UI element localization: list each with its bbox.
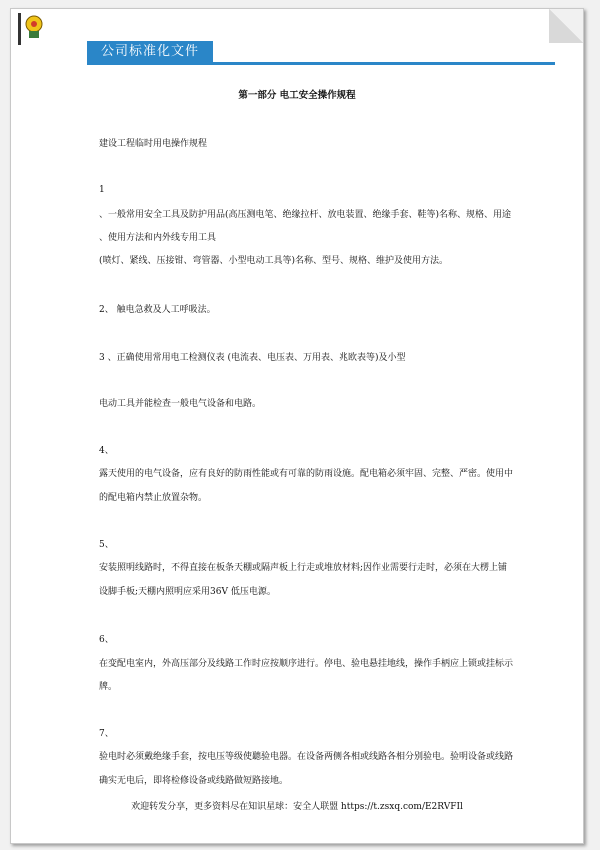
item-number: 5、 (99, 540, 114, 550)
item-line: 露天使用的电气设备，应有良好的防雨性能或有可靠的防雨设施。配电箱必须牢固、完整、严密。使用中 (99, 469, 514, 479)
item-line: 、一般常用安全工具及防护用品(高压测电笔、绝缘拉杆、放电装置、绝缘手套、鞋等)名称、规格、用途 (99, 210, 512, 220)
item-line: 验电时必须戴绝缘手套，按电压等级使聽验电器。在设备两侧各相或线路各相分别验电。验明设备或线路 (99, 752, 514, 762)
item-line: 3 、正确使用常用电工检测仪表 (电流表、电压表、万用表、兆欧表等)及小型 (99, 353, 406, 363)
item-line: (喷灯、紧线、压接钳、弯管器、小型电动工具等)名称、型号、规格、维护及使用方法。 (99, 256, 449, 266)
item-line: 在变配电室内，外高压部分及线路工作时应按顺序进行。停电、验电悬挂地线，操作手柄应上锁或挂标示 (99, 659, 514, 669)
item-line: 、使用方法和内外线专用工具 (99, 233, 217, 243)
item-line: 牌。 (99, 682, 118, 692)
header-rule (87, 62, 555, 65)
item-line: 设脚手板;天棚内照明应采用36V 低压电源。 (99, 587, 276, 597)
company-logo-icon (17, 13, 45, 45)
item-line: 电动工具并能检查一般电气设备和电路。 (99, 399, 262, 409)
document-page (10, 8, 584, 844)
header-label: 公司标准化文件 (87, 41, 213, 63)
item-number: 7、 (99, 729, 114, 739)
item-line: 安装照明线路时，不得直接在板条天棚或隔声板上行走或堆放材料;因作业需要行走时，必须在大楞上铺 (99, 563, 508, 573)
page-fold-corner (549, 9, 583, 43)
doc-title: 第一部分 电工安全操作规程 (238, 90, 356, 101)
item-number: 1 (99, 185, 105, 195)
doc-subtitle: 建设工程临时用电操作规程 (99, 139, 208, 149)
item-line: 2、 触电急救及人工呼吸法。 (99, 305, 216, 315)
footer-text: 欢迎转发分享，更多资料尽在知识星球：安全人联盟 https://t.zsxq.com/E2RVFIl (131, 802, 463, 812)
item-number: 6、 (99, 635, 114, 645)
item-line: 确实无电后，即将检修设备或线路做短路接地。 (99, 776, 289, 786)
item-line: 的配电箱内禁止放置杂物。 (99, 493, 208, 503)
item-number: 4、 (99, 446, 114, 456)
